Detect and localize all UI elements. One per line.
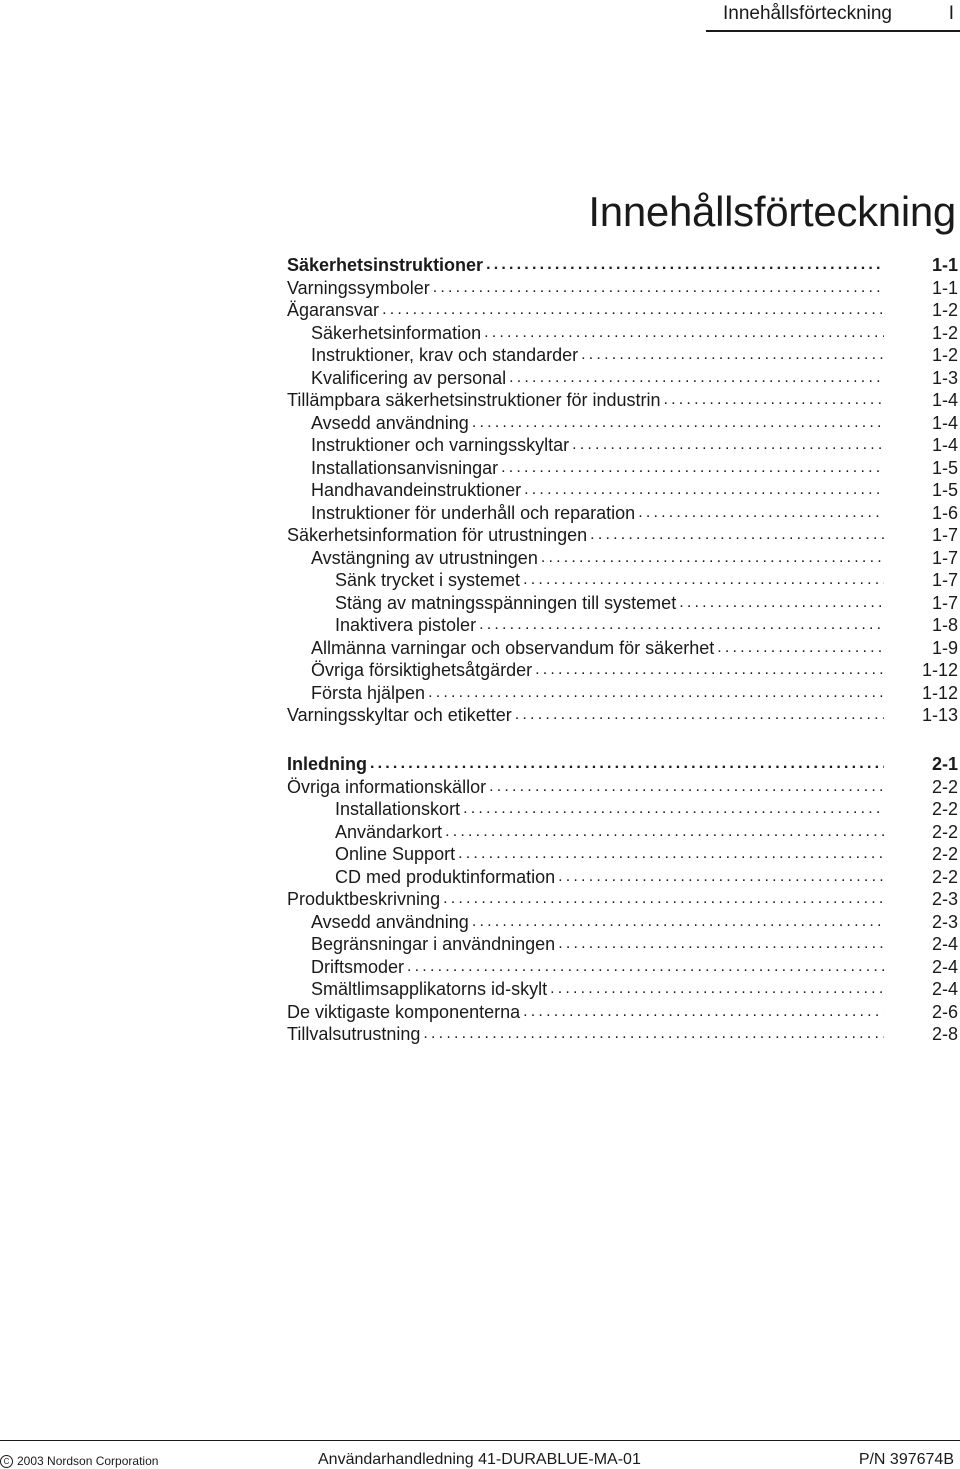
toc-entry-page: 2-4 xyxy=(931,956,958,977)
toc-dot-leader xyxy=(664,389,885,412)
toc-entry-label: Produktbeskrivning xyxy=(287,888,443,911)
toc-entry[interactable] xyxy=(287,682,958,705)
toc-entry[interactable] xyxy=(287,776,958,799)
toc-entry[interactable] xyxy=(287,524,958,547)
toc-entry[interactable] xyxy=(287,866,958,889)
toc-entry[interactable] xyxy=(287,637,958,660)
toc-entry-label: Avsedd användning xyxy=(311,911,472,934)
toc-entry-leader xyxy=(287,704,884,727)
toc-dot-leader xyxy=(486,254,884,277)
toc-section-2 xyxy=(287,753,958,1046)
toc-entry-label: Tillämpbara säkerhetsinstruktioner för industrin xyxy=(287,389,664,412)
toc-entry[interactable] xyxy=(287,277,958,300)
toc-dot-leader xyxy=(407,956,884,979)
toc-entry-leader xyxy=(287,956,884,979)
toc-dot-leader xyxy=(479,614,884,637)
toc-entry-leader xyxy=(287,322,884,345)
toc-entry-leader xyxy=(287,776,884,799)
toc-entry-label: Smältlimsapplikatorns id-skylt xyxy=(311,978,550,1001)
toc-entry-leader xyxy=(287,637,884,660)
toc-entry-leader xyxy=(287,502,884,525)
toc-dot-leader xyxy=(509,367,884,390)
toc-entry-label: Användarkort xyxy=(335,821,445,844)
toc-dot-leader xyxy=(535,659,884,682)
toc-dot-leader xyxy=(472,911,884,934)
toc-entry[interactable] xyxy=(287,821,958,844)
toc-entry-label: Online Support xyxy=(335,843,458,866)
toc-entry-page: 2-3 xyxy=(931,889,958,909)
toc-entry[interactable] xyxy=(287,798,958,821)
toc-entry[interactable] xyxy=(287,1023,958,1046)
toc-entry-page: 2-6 xyxy=(931,1001,958,1022)
footer-rule xyxy=(0,1440,960,1441)
toc-entry-page: 1-7 xyxy=(931,525,958,545)
toc-entry-leader xyxy=(287,389,884,412)
toc-entry-label: Inaktivera pistoler xyxy=(335,614,479,637)
toc-entry-page: 1-13 xyxy=(921,705,958,725)
part-number: P/N 397674B xyxy=(858,1451,954,1468)
toc-entry-leader xyxy=(287,412,884,435)
toc-dot-leader xyxy=(472,412,884,435)
toc-entry-leader xyxy=(287,753,884,776)
toc-dot-leader xyxy=(679,592,884,615)
toc-entry[interactable] xyxy=(287,843,958,866)
toc-entry[interactable] xyxy=(287,502,958,525)
toc-dot-leader xyxy=(572,434,884,457)
manual-title: Användarhandledning 41-DURABLUE-MA-01 xyxy=(318,1451,641,1468)
toc-section-1 xyxy=(287,254,958,727)
toc-entry-page: 1-1 xyxy=(931,277,958,298)
toc-entry-leader xyxy=(287,367,884,390)
toc-entry-label: Tillvalsutrustning xyxy=(287,1023,423,1046)
toc-entry-label: Stäng av matningsspänningen till systemet xyxy=(335,592,679,615)
toc-entry[interactable] xyxy=(287,978,958,1001)
toc-entry[interactable] xyxy=(287,659,958,682)
toc-entry-page: 1-9 xyxy=(931,637,958,658)
toc-entry[interactable] xyxy=(287,299,958,322)
toc-entry-leader xyxy=(287,888,884,911)
toc-entry-page: 2-3 xyxy=(931,911,958,932)
toc-entry-leader xyxy=(287,798,884,821)
toc-dot-leader xyxy=(370,753,884,776)
toc-dot-leader xyxy=(382,299,884,322)
toc-dot-leader xyxy=(458,843,884,866)
toc-entry-leader xyxy=(287,1001,884,1024)
toc-dot-leader xyxy=(550,978,884,1001)
toc-entry-page: 1-7 xyxy=(931,547,958,568)
header-page-number: I xyxy=(948,3,954,24)
toc-entry-label: Varningssymboler xyxy=(287,277,433,300)
toc-entry-page: 1-4 xyxy=(931,390,958,410)
toc-entry-page: 2-2 xyxy=(931,866,958,887)
toc-entry-page: 1-5 xyxy=(931,480,958,500)
toc-entry-leader xyxy=(287,933,884,956)
toc-entry-leader xyxy=(287,821,884,844)
page-footer xyxy=(0,1440,960,1469)
toc-entry-page: 2-1 xyxy=(931,754,958,774)
toc-entry-page: 1-5 xyxy=(931,457,958,478)
toc-entry[interactable] xyxy=(287,888,958,911)
toc-entry-page: 2-8 xyxy=(931,1024,958,1044)
toc-entry[interactable] xyxy=(287,457,958,480)
toc-dot-leader xyxy=(423,1023,884,1046)
toc-dot-leader xyxy=(463,798,884,821)
toc-entry-label: Sänk trycket i systemet xyxy=(335,569,523,592)
toc-entry-page: 1-12 xyxy=(921,660,958,680)
toc-entry-leader xyxy=(287,843,884,866)
toc-dot-leader xyxy=(484,322,884,345)
toc-entry-leader xyxy=(287,479,884,502)
toc-entry[interactable] xyxy=(287,753,958,776)
toc-entry-page: 2-2 xyxy=(931,844,958,864)
toc-entry-label: Installationskort xyxy=(335,798,463,821)
toc-entry-label: Säkerhetsinformation xyxy=(311,322,484,345)
toc-entry[interactable] xyxy=(287,933,958,956)
toc-dot-leader xyxy=(523,1001,884,1024)
toc-entry-leader xyxy=(287,592,884,615)
toc-entry[interactable] xyxy=(287,479,958,502)
toc-entry-label: Säkerhetsinformation för utrustningen xyxy=(287,524,590,547)
toc-entry-page: 1-3 xyxy=(931,367,958,388)
toc-entry[interactable] xyxy=(287,704,958,727)
toc-entry[interactable] xyxy=(287,911,958,934)
toc-entry-leader xyxy=(287,1023,884,1046)
copyright xyxy=(0,1454,158,1468)
toc-entry-leader xyxy=(287,569,884,592)
toc-dot-leader xyxy=(501,457,884,480)
copyright-text: 2003 Nordson Corporation xyxy=(17,1454,159,1468)
toc-entry-leader xyxy=(287,866,884,889)
toc-entry[interactable] xyxy=(287,434,958,457)
page-title: Innehållsförteckning xyxy=(588,188,956,236)
toc-entry-leader xyxy=(287,299,884,322)
toc-dot-leader xyxy=(445,821,884,844)
toc-entry[interactable] xyxy=(287,569,958,592)
toc-entry-label: Övriga informationskällor xyxy=(287,776,489,799)
toc-entry[interactable] xyxy=(287,367,958,390)
toc-entry-label: Övriga försiktighetsåtgärder xyxy=(311,659,535,682)
toc-entry-label: Allmänna varningar och observandum för säkerhet xyxy=(311,637,717,660)
toc-entry-page: 1-6 xyxy=(931,502,958,523)
toc-entry-label: Instruktioner för underhåll och reparation xyxy=(311,502,638,525)
toc-dot-leader xyxy=(541,547,884,570)
toc-dot-leader xyxy=(515,704,884,727)
toc-entry-label: Avstängning av utrustningen xyxy=(311,547,541,570)
toc-entry-page: 2-2 xyxy=(931,776,958,797)
toc-entry-label: Säkerhetsinstruktioner xyxy=(287,254,486,277)
toc-entry-page: 2-4 xyxy=(931,934,958,954)
toc-dot-leader xyxy=(443,888,884,911)
toc-entry-label: Instruktioner, krav och standarder xyxy=(311,344,581,367)
toc-entry[interactable] xyxy=(287,1001,958,1024)
toc-entry[interactable] xyxy=(287,592,958,615)
toc-entry-leader xyxy=(287,434,884,457)
toc-dot-leader xyxy=(558,866,884,889)
toc-dot-leader xyxy=(717,637,884,660)
toc-entry-leader xyxy=(287,978,884,1001)
toc-entry-label: Ägaransvar xyxy=(287,299,382,322)
toc-entry-page: 1-4 xyxy=(931,435,958,455)
toc-entry-label: Handhavandeinstruktioner xyxy=(311,479,524,502)
copyright-icon: C xyxy=(0,1455,13,1468)
toc-entry-page: 1-2 xyxy=(931,345,958,365)
toc-entry-label: Instruktioner och varningsskyltar xyxy=(311,434,572,457)
toc-entry-page: 1-2 xyxy=(931,322,958,343)
toc-entry[interactable] xyxy=(287,322,958,345)
toc-entry-leader xyxy=(287,344,884,367)
toc-entry-leader xyxy=(287,524,884,547)
toc-dot-leader xyxy=(638,502,884,525)
toc-entry-leader xyxy=(287,277,884,300)
toc-entry-leader xyxy=(287,911,884,934)
toc-entry-leader xyxy=(287,614,884,637)
toc-entry-leader xyxy=(287,682,884,705)
toc-entry-page: 1-2 xyxy=(931,300,958,320)
toc-entry-label: Inledning xyxy=(287,753,370,776)
toc-entry-page: 1-8 xyxy=(931,615,958,635)
toc-dot-leader xyxy=(433,277,884,300)
toc-entry-page: 2-2 xyxy=(931,799,958,819)
toc-entry[interactable] xyxy=(287,254,958,277)
toc-entry[interactable] xyxy=(287,547,958,570)
toc-entry[interactable] xyxy=(287,956,958,979)
toc-entry-leader xyxy=(287,457,884,480)
header-rule xyxy=(706,30,960,32)
toc-entry-label: Installationsanvisningar xyxy=(311,457,501,480)
toc-entry[interactable] xyxy=(287,344,958,367)
toc-entry-page: 1-4 xyxy=(931,412,958,433)
toc-entry-label: De viktigaste komponenterna xyxy=(287,1001,523,1024)
toc-entry-label: Första hjälpen xyxy=(311,682,428,705)
toc-entry[interactable] xyxy=(287,412,958,435)
toc-entry-page: 1-7 xyxy=(931,570,958,590)
toc-entry-leader xyxy=(287,547,884,570)
toc-dot-leader xyxy=(524,479,884,502)
toc-dot-leader xyxy=(428,682,884,705)
toc-entry-leader xyxy=(287,254,884,277)
toc-dot-leader xyxy=(590,524,884,547)
toc-entry-label: Kvalificering av personal xyxy=(311,367,509,390)
toc-dot-leader xyxy=(581,344,884,367)
toc-dot-leader xyxy=(489,776,884,799)
toc-entry-label: Begränsningar i användningen xyxy=(311,933,558,956)
toc-dot-leader xyxy=(523,569,884,592)
toc-entry-page: 2-4 xyxy=(931,979,958,999)
toc-entry-page: 1-7 xyxy=(931,592,958,613)
toc-entry[interactable] xyxy=(287,389,958,412)
toc-entry-page: 2-2 xyxy=(931,821,958,842)
page-header xyxy=(0,0,960,34)
toc-entry-leader xyxy=(287,659,884,682)
toc-entry-label: Avsedd användning xyxy=(311,412,472,435)
toc-dot-leader xyxy=(558,933,884,956)
toc-entry-page: 1-1 xyxy=(931,255,958,275)
toc-entry-label: CD med produktinformation xyxy=(335,866,558,889)
toc-entry-label: Driftsmoder xyxy=(311,956,407,979)
toc-entry-page: 1-12 xyxy=(921,682,958,703)
toc-entry[interactable] xyxy=(287,614,958,637)
header-title: Innehållsförteckning xyxy=(723,3,892,24)
toc-entry-label: Varningsskyltar och etiketter xyxy=(287,704,515,727)
